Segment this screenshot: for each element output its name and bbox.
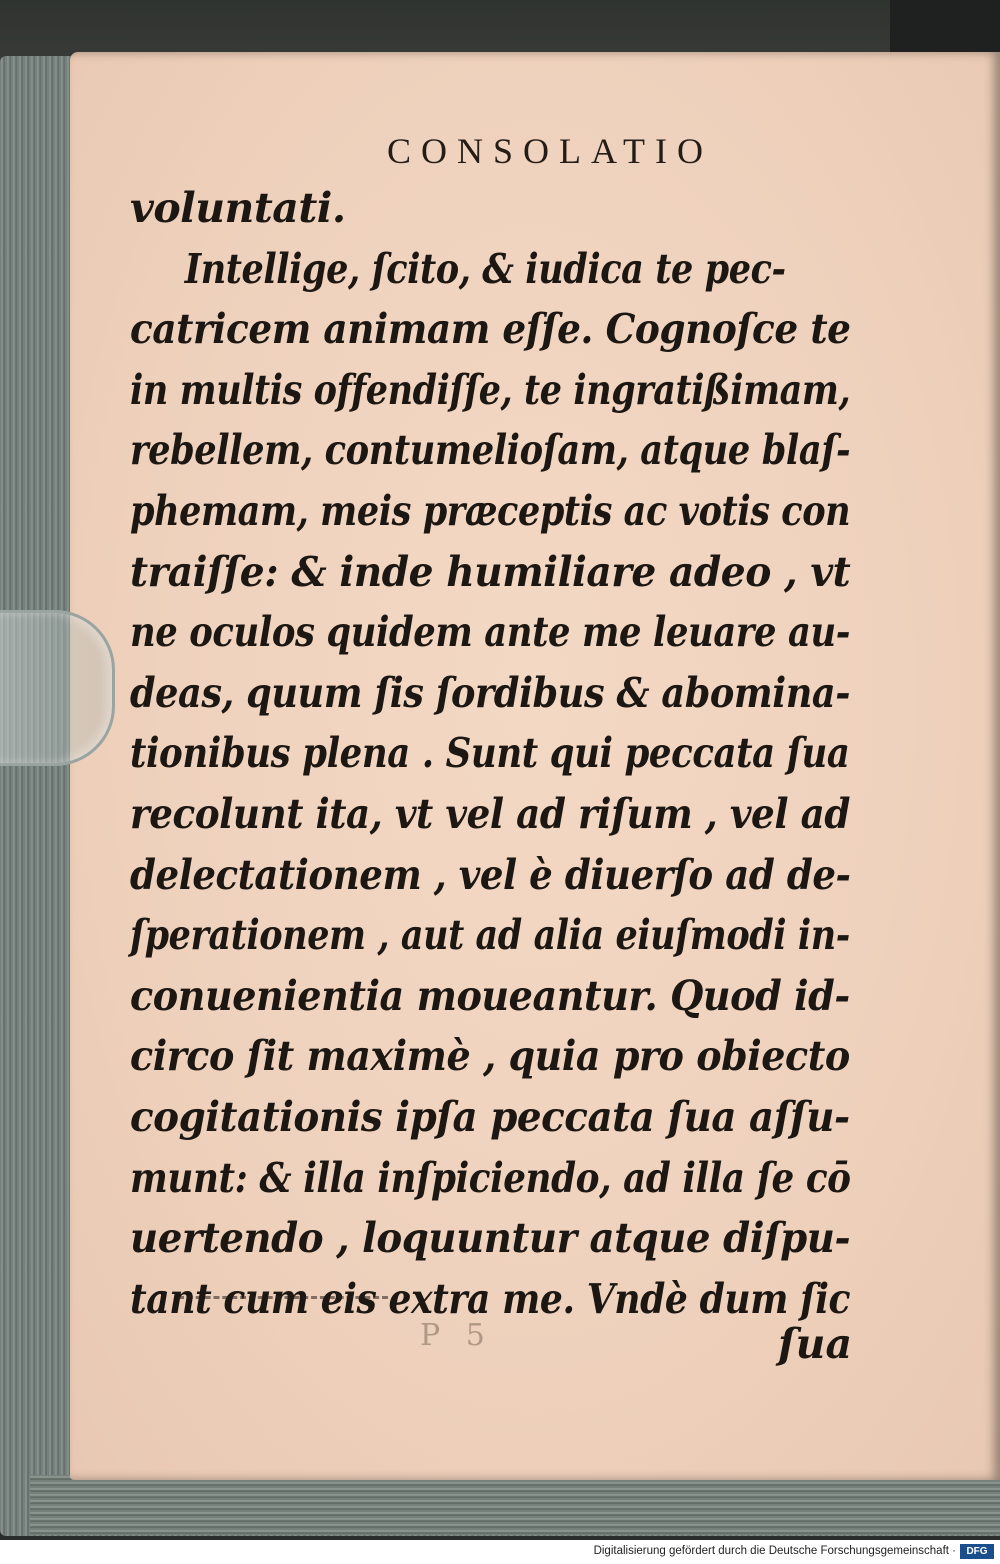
text-line: voluntati. bbox=[130, 184, 346, 232]
text-line: traiſſe: & inde humiliare adeo , vt bbox=[130, 547, 851, 596]
text-line: deas, quum ſis ſordibus & abomina- bbox=[130, 668, 850, 717]
catchword: ſua bbox=[778, 1320, 853, 1368]
text-lines bbox=[130, 178, 930, 1329]
text-line: catricem animam eſſe. Cognoſce te bbox=[130, 305, 851, 354]
text-line: conuenientia moueantur. Quod id- bbox=[130, 971, 850, 1020]
page-text-block bbox=[130, 130, 930, 1329]
dfg-logo: DFG bbox=[960, 1544, 994, 1559]
text-line: ne oculos quidem ante me leuare au- bbox=[130, 608, 851, 657]
text-line: rebellem, contumelioſam, atque blaſ- bbox=[130, 426, 851, 475]
text-line: cogitationis ipſa peccata ſua aſſu- bbox=[130, 1092, 850, 1141]
book-clasp bbox=[0, 610, 115, 766]
text-line: circo ſit maximè , quia pro obiecto bbox=[130, 1032, 850, 1081]
signature-mark: P 5 bbox=[420, 1318, 493, 1353]
book-bottom-edges bbox=[30, 1475, 1000, 1535]
text-line: munt: & illa inſpiciendo, ad illa ſe cō bbox=[130, 1153, 851, 1202]
text-line: recolunt ita, vt vel ad riſum , vel ad bbox=[130, 789, 850, 838]
text-line: phemam, meis præceptis ac votis con bbox=[130, 486, 851, 535]
ink-rule-mark bbox=[178, 1296, 388, 1299]
footer-credit: Digitalisierung gefördert durch die Deutsche Forschungsgemeinschaft · bbox=[593, 1545, 956, 1557]
text-line: Intellige, ſcito, & iudica te pec- bbox=[184, 244, 786, 293]
text-line: uertendo , loquuntur atque diſpu- bbox=[130, 1214, 851, 1263]
text-line: tionibus plena . Sunt qui peccata ſua bbox=[130, 729, 850, 778]
text-line: in multis offendiſſe, te ingratißimam, bbox=[130, 365, 851, 414]
running-head: CONSOLATIO bbox=[386, 131, 713, 171]
text-line: ſperationem , aut ad alia eiuſmodi in- bbox=[130, 911, 850, 960]
text-line: delectationem , vel è diuerſo ad de- bbox=[130, 850, 851, 899]
text-line: tant cum eis extra me. Vndè dum ſic bbox=[130, 1274, 851, 1323]
